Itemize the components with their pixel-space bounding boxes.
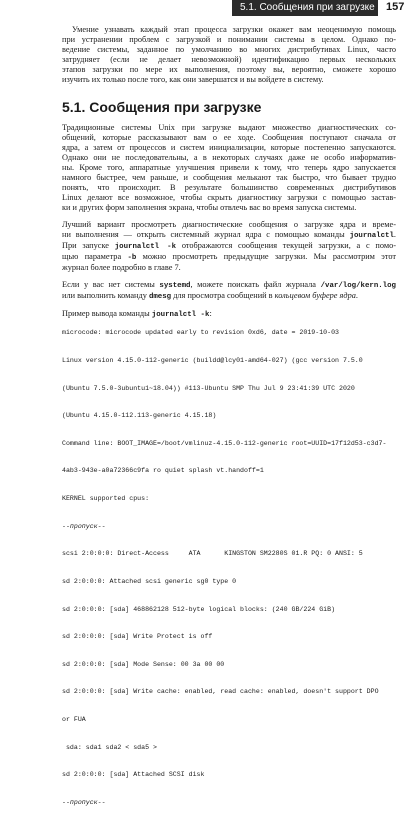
code-listing bbox=[62, 310, 402, 825]
para-line: общений, которые рассказывают вам о ее ходе. Сообщения поступают сначала от bbox=[62, 133, 396, 142]
boot-messages-paragraph bbox=[62, 123, 396, 213]
text-run: : bbox=[209, 309, 212, 318]
intro-line: Умение узнавать каждый этап процесса загрузки окажет вам неоценимую помощь bbox=[72, 25, 396, 34]
code-line: (Ubuntu 4.15.0-112.113-generic 4.15.18) bbox=[62, 412, 217, 420]
text-run: или выполнить команду bbox=[62, 291, 149, 300]
page-number: 157 bbox=[386, 1, 405, 13]
text-run: Пример вывода команды bbox=[62, 309, 152, 318]
code-line: sda: sda1 sda2 < sda5 > bbox=[62, 743, 157, 751]
para-line: Лучший вариант просмотреть диагностические сообщения о загрузке ядра и време- bbox=[62, 220, 396, 229]
text-run: щью параметра bbox=[62, 252, 128, 261]
text-run: Если у вас нет системы bbox=[62, 280, 160, 289]
para-line: Традиционные системы Unix при загрузке выдают множество диагностических со- bbox=[62, 123, 396, 132]
path-kern-log: /var/log/kern.log bbox=[320, 282, 396, 290]
para-line: Linux делают все возможное, чтобы скрыть диагностику загрузки с помощью застав- bbox=[62, 193, 396, 202]
text-run: , можете поискать файл журнала bbox=[190, 280, 321, 289]
para-line bbox=[62, 230, 396, 241]
term-ring-buffer: кольцевом буфере ядра bbox=[274, 291, 356, 300]
para-line: ны. Кроме того, аппаратные улучшения привели к тому, что теперь ядро запускается bbox=[62, 163, 396, 172]
para-line: понять, что происходит. В результате большинство современных дистрибутивов bbox=[62, 183, 396, 192]
intro-line: этапов загрузки по мере их выполнения, поэтому вы, вероятно, сможете хорошо bbox=[62, 65, 396, 74]
running-header bbox=[0, 0, 420, 20]
intro-line: при устранении проблем с загрузкой и понимании системы в целом. Однако по- bbox=[62, 35, 396, 44]
intro-paragraph bbox=[62, 25, 396, 85]
code-line: sd 2:0:0:0: [sda] Write Protect is off bbox=[62, 633, 213, 641]
command-journalctl-k: journalctl -k bbox=[114, 243, 177, 251]
code-skip-marker: --пропуск-- bbox=[62, 522, 106, 530]
para-line: намного быстрее, чем раньше, и сообщения мелькают так быстро, что бывает трудно bbox=[62, 173, 396, 182]
code-line: sd 2:0:0:0: [sda] Write cache: enabled, read cache: enabled, doesn't support DPO bbox=[62, 688, 379, 696]
intro-line: затрудняет (если не делает невозможной) идентификацию первых нескольких bbox=[62, 55, 396, 64]
text-run: ни выполнения — открыть системный журнал ядра с помощью команды bbox=[62, 230, 350, 239]
command-dmesg: dmesg bbox=[148, 293, 172, 301]
para-line: журнал более подробно в главе 7. bbox=[62, 263, 181, 272]
code-line: 4ab3-943e-a0a72366c9fa ro quiet splash vt.handoff=1 bbox=[62, 467, 264, 475]
text-run: При запуске bbox=[62, 241, 115, 250]
text-run: для просмотра сообщений в bbox=[171, 291, 275, 300]
section-heading: 5.1. Сообщения при загрузке bbox=[62, 99, 262, 115]
code-line: or FUA bbox=[62, 715, 86, 723]
para-line: Однако они не последовательны, а в некоторых случаях даже не особо информатив- bbox=[62, 153, 396, 162]
code-line: microcode: microcode updated early to revision 0xd6, date = 2019-10-03 bbox=[62, 329, 339, 337]
intro-line: ведение системы, заданное по умолчанию во многих дистрибутивах Linux, часто bbox=[62, 45, 396, 54]
code-line: sd 2:0:0:0: [sda] Attached SCSI disk bbox=[62, 771, 205, 779]
page-content bbox=[62, 25, 396, 320]
code-line: Command line: BOOT_IMAGE=/boot/vmlinuz-4.15.0-112-generic root=UUID=17f12d53-c3d7- bbox=[62, 439, 387, 447]
command-systemd: systemd bbox=[159, 282, 191, 290]
para-line bbox=[62, 291, 396, 302]
systemd-paragraph bbox=[62, 280, 396, 302]
command-journalctl-k: journalctl -k bbox=[151, 311, 210, 319]
code-line: sd 2:0:0:0: [sda] Mode Sense: 00 3a 00 00 bbox=[62, 660, 225, 668]
code-line: (Ubuntu 7.5.0-3ubuntu1~18.04)) #113-Ubuntu SMP Thu Jul 9 23:41:39 UTC 2020 bbox=[62, 384, 355, 392]
intro-line: изучить их только после того, как они завершатся и вы войдете в систему. bbox=[62, 75, 324, 84]
para-line bbox=[62, 252, 396, 263]
text-run: . bbox=[355, 291, 358, 300]
command-journalctl: journalctl bbox=[349, 232, 394, 240]
code-line: scsi 2:0:0:0: Direct-Access ATA KINGSTON SM2280S 01.R PQ: 0 ANSI: 5 bbox=[62, 550, 363, 558]
code-line: Linux version 4.15.0-112-generic (buildd@lcy01-amd64-027) (gcc version 7.5.0 bbox=[62, 357, 363, 365]
flag-b: -b bbox=[127, 254, 137, 262]
text-run: отображаются сообщения текущей загрузки, а с помо- bbox=[176, 241, 396, 250]
text-run: можно просмотреть предыдущие загрузки. Мы рассмотрим этот bbox=[136, 252, 397, 261]
para-line: ки и других форм заполнения экрана, чтобы отвлечь вас во время запуска системы. bbox=[62, 203, 357, 212]
code-skip-marker: --пропуск-- bbox=[62, 798, 106, 806]
text-run: . bbox=[393, 230, 396, 239]
journalctl-paragraph bbox=[62, 220, 396, 273]
header-title: 5.1. Сообщения при загрузке bbox=[240, 2, 375, 13]
code-line: KERNEL supported cpus: bbox=[62, 495, 150, 503]
code-line: sd 2:0:0:0: Attached scsi generic sg0 type 0 bbox=[62, 577, 237, 585]
para-line bbox=[62, 280, 396, 291]
para-line: ядра, а затем от процессов и систем инициализации, которые постепенно запускаются. bbox=[62, 143, 396, 152]
para-line bbox=[62, 241, 396, 252]
code-line: sd 2:0:0:0: [sda] 468862128 512-byte logical blocks: (240 GB/224 GiB) bbox=[62, 605, 336, 613]
